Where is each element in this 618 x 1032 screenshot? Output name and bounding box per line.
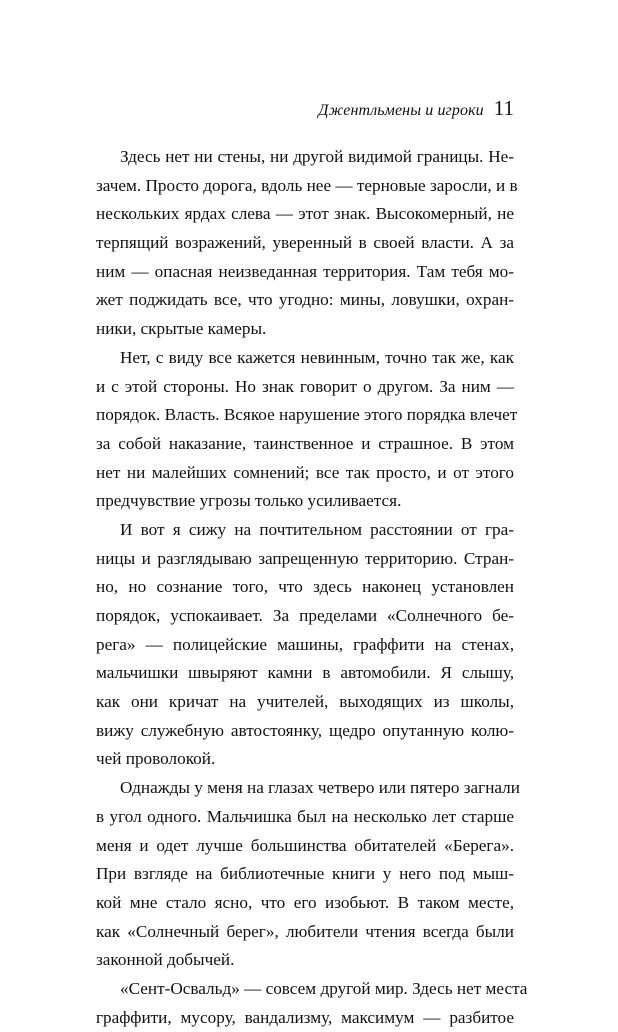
text-line: порядок. Власть. Всякое нарушение этого порядка влечет xyxy=(96,405,518,425)
text-line: нескольких ярдах слева — этот знак. Высокомерный, не xyxy=(96,204,514,224)
text-line: порядок, успокаивает. За пределами «Солнечного бе- xyxy=(96,606,514,625)
text-line: как «Солнечный берег», любители чтения всегда были xyxy=(96,921,514,941)
text-line: ним — опасная неизведанная территория. Там тебя мо- xyxy=(96,261,514,281)
text-line: предчувствие угрозы только усиливается. xyxy=(96,491,402,511)
text-line: но, но сознание того, что здесь наконец установлен xyxy=(96,577,514,597)
body-text xyxy=(96,143,528,1032)
text-line: и с этой стороны. Но знак говорит о другом. За ним — xyxy=(96,376,514,396)
page-number: 11 xyxy=(493,96,514,120)
text-line: меня и одет лучше большинства обитателей «Берега». xyxy=(96,835,514,855)
paragraph xyxy=(96,975,528,1032)
text-line: терпящий возражений, уверенный в своей власти. А за xyxy=(96,233,514,253)
text-line: нет ни малейших сомнений; все так просто, и от этого xyxy=(96,462,514,482)
paragraph xyxy=(96,143,518,344)
text-line: И вот я сижу на почтительном расстоянии от гра- xyxy=(120,519,514,539)
text-line: ники, скрытые камеры. xyxy=(96,319,267,339)
paragraph xyxy=(96,516,514,774)
text-line: законной добычей. xyxy=(96,950,235,970)
text-line: жет поджидать все, что угодно: мины, ловушки, охран- xyxy=(96,290,514,310)
text-line: рега» — полицейские машины, граффити на стенах, xyxy=(96,634,514,654)
text-line: как они кричат на учителей, выходящих из школы, xyxy=(96,692,514,712)
text-line: за собой наказание, таинственное и страшное. В этом xyxy=(96,433,514,453)
text-line: чей проволокой. xyxy=(96,749,216,769)
text-line: в угол одного. Мальчишка был на несколько лет старше xyxy=(96,806,514,826)
running-head xyxy=(318,96,514,122)
text-line: граффити, мусору, вандализму, максимум — разбитое xyxy=(96,1007,514,1027)
text-line: Здесь нет ни стены, ни другой видимой границы. Не- xyxy=(120,147,514,166)
text-line: кой мне стало ясно, что его изобьют. В таком месте, xyxy=(96,892,514,912)
running-title: Джентльмены и игроки xyxy=(318,102,484,119)
paragraph xyxy=(96,774,520,975)
text-line: ницы и разглядываю запрещенную территорию. Стран- xyxy=(96,548,514,568)
text-line: При взгляде на библиотечные книги у него под мыш- xyxy=(96,864,514,884)
paragraph xyxy=(96,344,518,516)
text-line: мальчишки швыряют камни в автомобили. Я слышу, xyxy=(96,663,514,683)
text-line: Нет, с виду все кажется невинным, точно так же, как xyxy=(120,347,514,367)
text-line: «Сент-Освальд» — совсем другой мир. Здесь нет места xyxy=(120,978,528,998)
text-line: Однажды у меня на глазах четверо или пятеро загнали xyxy=(120,778,520,798)
text-line: вижу служебную автостоянку, щедро опутанную колю- xyxy=(96,720,514,740)
text-line: зачем. Просто дорога, вдоль нее — терновые заросли, и в xyxy=(96,175,518,195)
